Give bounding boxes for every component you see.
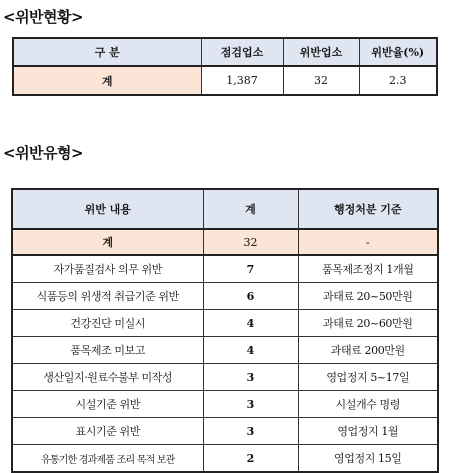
column-header-content: 위반 내용 [12, 189, 203, 229]
violation-status-table [12, 37, 438, 96]
table-row [12, 337, 438, 364]
violation-content: 건강진단 미실시 [12, 310, 203, 337]
status-section-heading: <위반현황> [3, 8, 84, 26]
violation-content: 식품등의 위생적 취급기준 위반 [12, 283, 203, 310]
table-header-row [13, 38, 437, 66]
violation-content: 품목제조 미보고 [12, 337, 203, 364]
violation-action: 영업정지 5~17일 [298, 364, 438, 391]
violation-rate: 2.3 [359, 66, 437, 95]
violation-action: 과태료 200만원 [298, 337, 438, 364]
table-row [13, 66, 437, 95]
violation-type-table [11, 188, 439, 473]
violation-content: 유통기한 경과제품 조리 목적 보관 [12, 445, 203, 473]
violation-count: 3 [203, 391, 298, 418]
column-header-category: 구 분 [13, 38, 201, 66]
total-label: 계 [13, 66, 201, 95]
violation-action: 품목제조정지 1개월 [298, 255, 438, 283]
column-header-inspected: 점검업소 [201, 38, 283, 66]
column-header-count: 계 [203, 189, 298, 229]
violation-action: 과태료 20~50만원 [298, 283, 438, 310]
type-section-heading: <위반유형> [3, 144, 84, 162]
table-row [12, 310, 438, 337]
violation-content: 생산일지·원료수불부 미작성 [12, 364, 203, 391]
violation-count: 4 [203, 310, 298, 337]
table-header-row [12, 189, 438, 229]
violation-count: 4 [203, 337, 298, 364]
violation-action: 영업정지 15일 [298, 445, 438, 473]
violation-action: 영업정지 1월 [298, 418, 438, 445]
violation-action: 과태료 20~60만원 [298, 310, 438, 337]
violation-content: 자가품질검사 의무 위반 [12, 255, 203, 283]
total-label: 계 [12, 229, 203, 255]
violation-count: 3 [203, 364, 298, 391]
table-row [12, 255, 438, 283]
table-row [12, 445, 438, 473]
inspected-count: 1,387 [201, 66, 283, 95]
total-count: 32 [203, 229, 298, 255]
column-header-rate: 위반율(%) [359, 38, 437, 66]
violation-count: 6 [203, 283, 298, 310]
violation-content: 표시기준 위반 [12, 418, 203, 445]
table-row [12, 364, 438, 391]
violation-count: 3 [203, 418, 298, 445]
column-header-action: 행정처분 기준 [298, 189, 438, 229]
violation-count: 7 [203, 255, 298, 283]
violation-count: 2 [203, 445, 298, 473]
table-row [12, 391, 438, 418]
violation-action: 시설개수 명령 [298, 391, 438, 418]
column-header-violating: 위반업소 [283, 38, 359, 66]
table-row [12, 418, 438, 445]
violation-content: 시설기준 위반 [12, 391, 203, 418]
table-row [12, 283, 438, 310]
total-row [12, 229, 438, 255]
violating-count: 32 [283, 66, 359, 95]
total-action: - [298, 229, 438, 255]
